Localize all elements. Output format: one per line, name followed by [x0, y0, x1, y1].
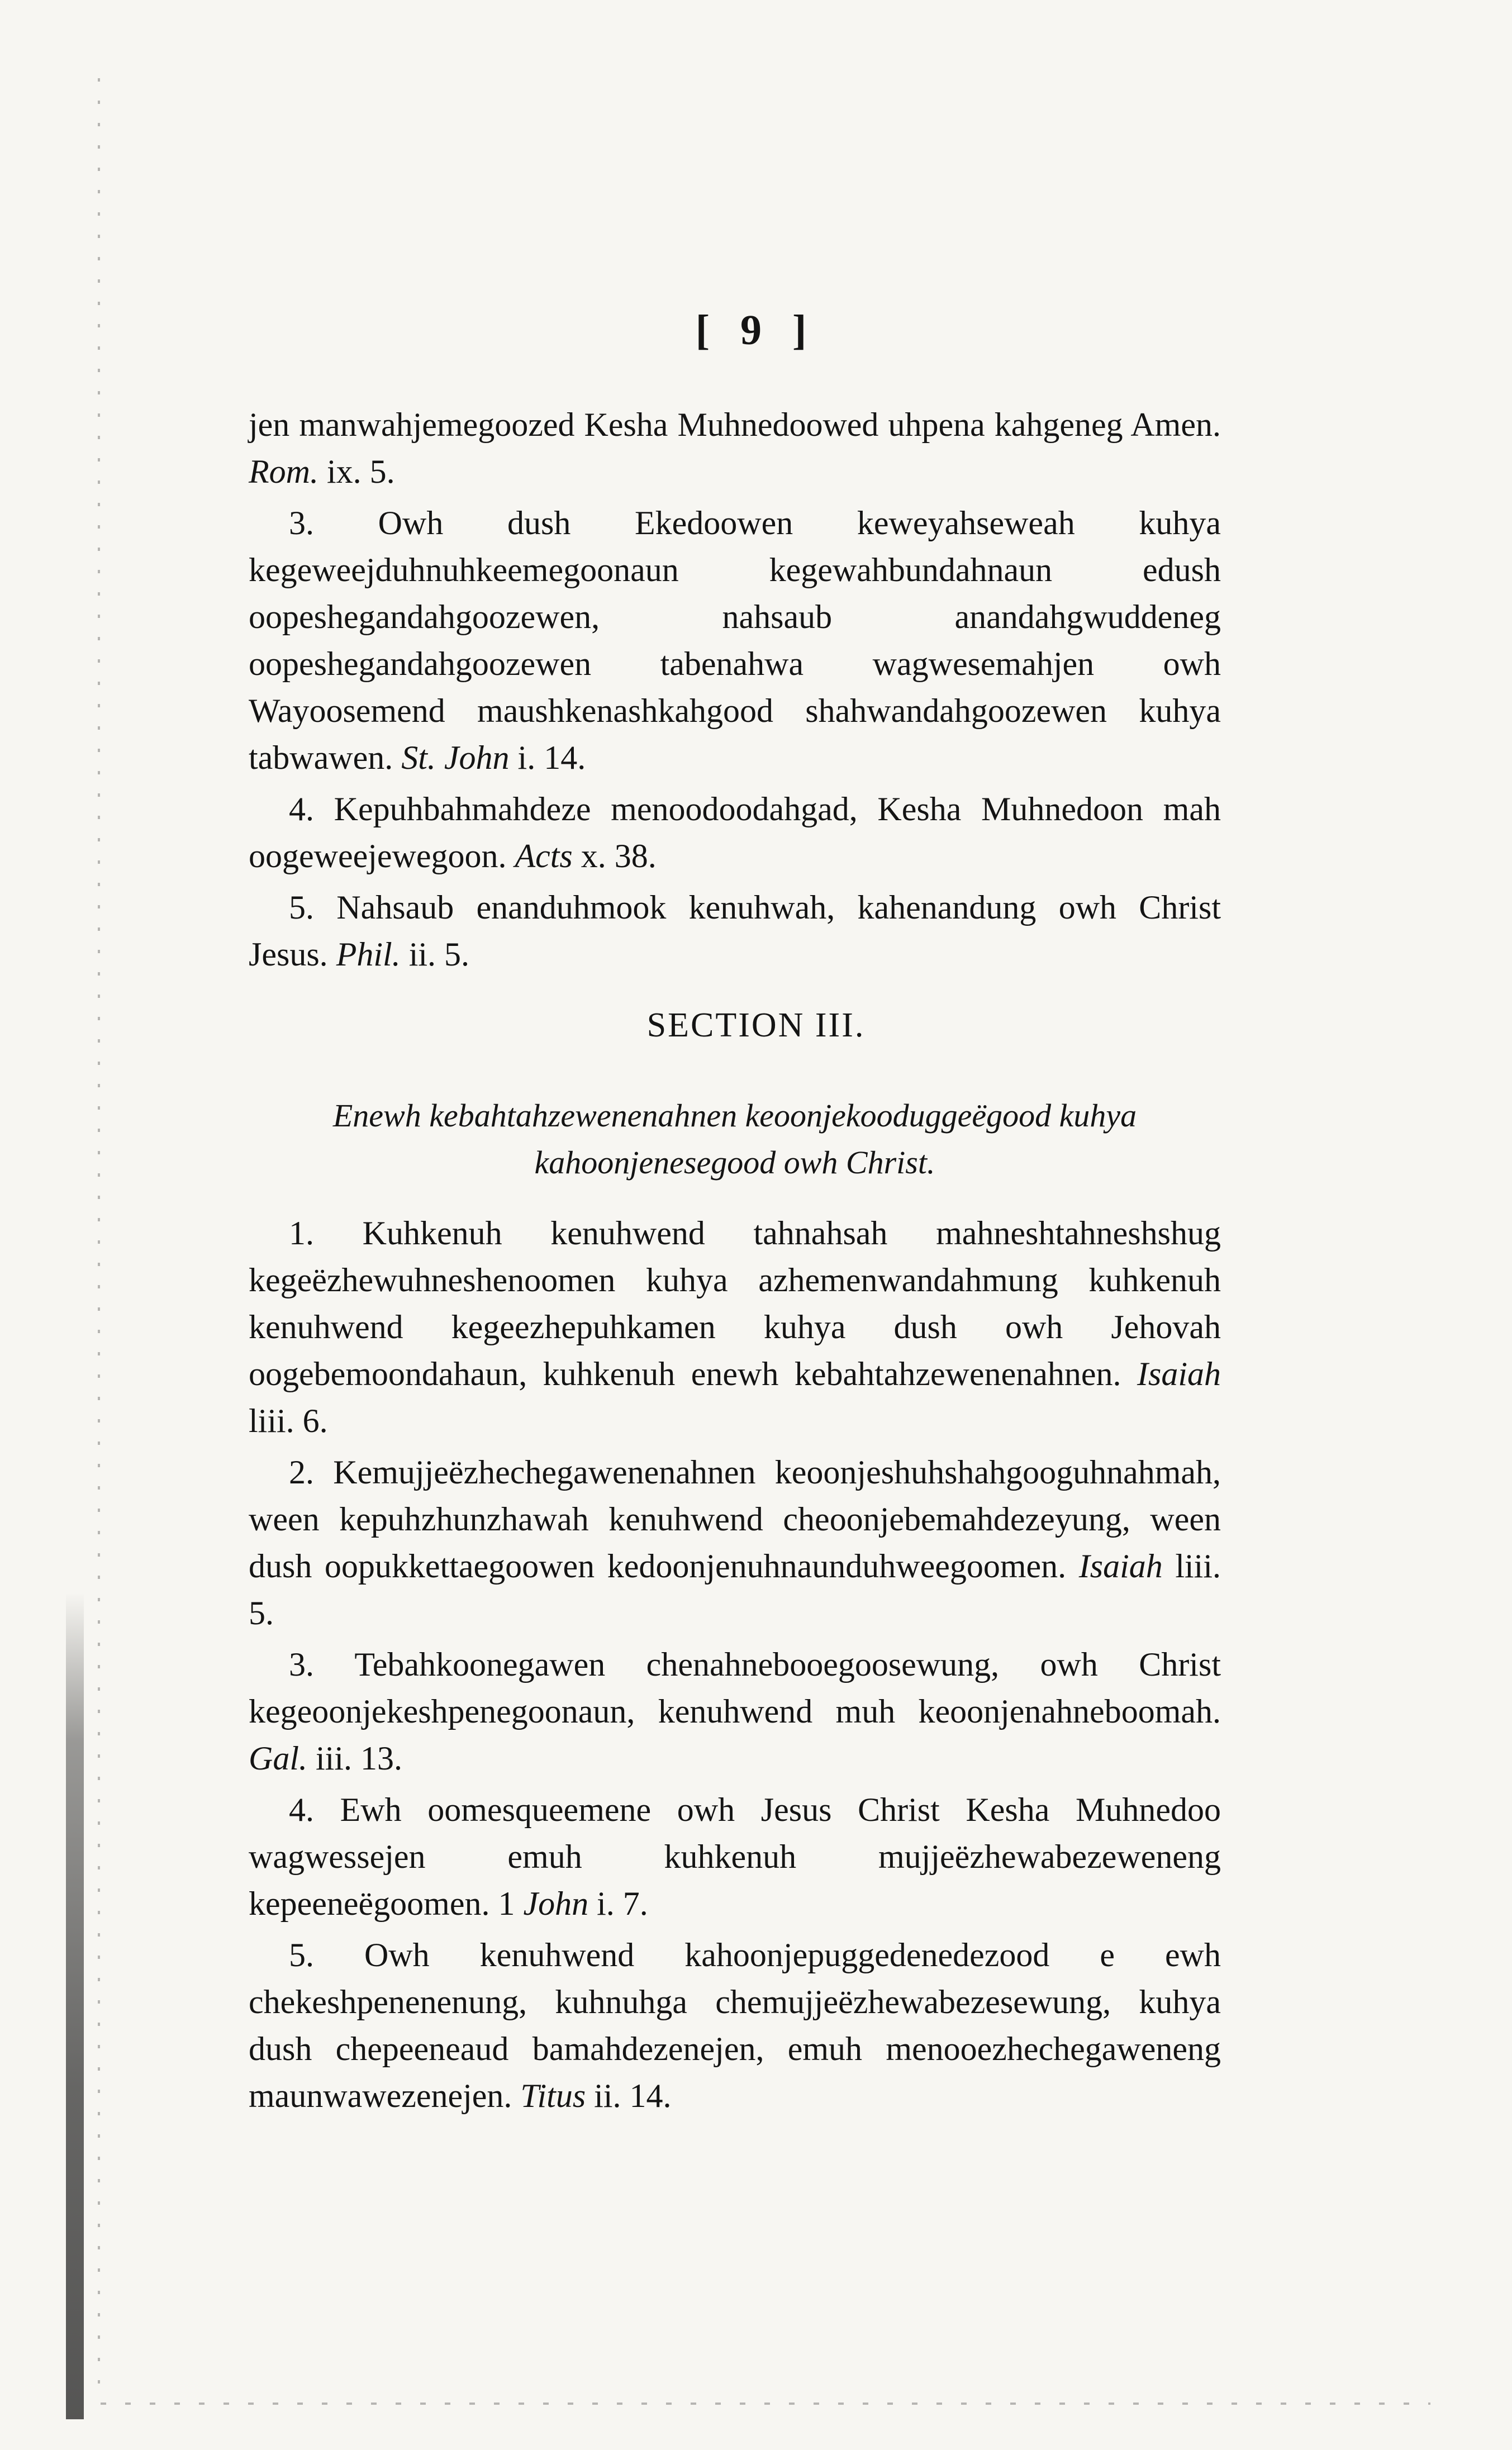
- scripture-reference-verse: x. 38.: [581, 838, 657, 874]
- scripture-reference: Rom.: [249, 453, 318, 490]
- paragraph-text: 5. Nahsaub enanduhmook kenuhwah, kahenandung owh Christ Jesus.: [249, 889, 1221, 973]
- section-paragraph-3: [249, 1641, 1221, 1782]
- upper-text-block: [249, 401, 1221, 982]
- paragraph-text: 2. Kemujjeëzhechegawenenahnen keoonjeshuhshahgooguhnahmah, ween kepuhzhunzhawah kenuhwend cheoonjebemahdezeyung, ween dush oopukkettaegoowen kedoonjenuhnaunduhweegoomen.: [249, 1454, 1221, 1585]
- binding-shadow: [66, 1592, 84, 2419]
- paragraph-text: jen manwahjemegoozed Kesha Muhnedoowed uhpena kahgeneg Amen.: [249, 406, 1221, 443]
- section-subtitle: Enewh kebahtahzewenenahnen keoonjekooduggeëgood kuhya kahoonjenesegood owh Christ.: [332, 1097, 1137, 1181]
- gutter-marks: [98, 78, 100, 2397]
- paragraph-text: 5. Owh kenuhwend kahoonjepuggedenedezood e ewh chekeshpenenenung, kuhnuhga chemujjeëzhewabezesewung, kuhya dush chepeeneaud bamahdezenejen, emuh menooezhechegaweneng maunwawezenejen.: [249, 1937, 1221, 2114]
- scripture-reference-verse: ix. 5.: [326, 453, 395, 490]
- scripture-reference-verse: liii. 6.: [249, 1402, 328, 1439]
- scripture-reference: Acts: [515, 838, 573, 874]
- page-number: [ 9 ]: [695, 307, 817, 354]
- bottom-edge-marks: [101, 2403, 1430, 2405]
- scripture-reference: Isaiah: [1078, 1548, 1163, 1585]
- section-paragraph-4: [249, 1786, 1221, 1927]
- scripture-reference: Phil.: [336, 936, 401, 973]
- scripture-reference-verse: i. 7.: [597, 1885, 648, 1922]
- paragraph-continuation: [249, 401, 1221, 495]
- scripture-reference-verse: iii. 13.: [316, 1740, 403, 1777]
- paragraph-text: 4. Kepuhbahmahdeze menoodoodahgad, Kesha Muhnedoon mah oogeweejewegoon.: [249, 791, 1221, 874]
- paragraph-4: [249, 786, 1221, 879]
- section-paragraph-5: [249, 1932, 1221, 2119]
- section-paragraph-1: [249, 1210, 1221, 1444]
- section-paragraph-2: [249, 1449, 1221, 1636]
- scripture-reference-verse: i. 14.: [517, 739, 586, 776]
- scripture-reference: Gal.: [249, 1740, 307, 1777]
- paragraph-5: [249, 884, 1221, 978]
- section-heading: SECTION III.: [646, 1006, 866, 1044]
- scripture-reference-verse: liii. 5.: [249, 1548, 1221, 1631]
- paragraph-text: 3. Owh dush Ekedoowen keweyahseweah kuhya kegeweejduhnuhkeemegoonaun kegewahbundahnaun edush oopeshegandahgoozewen, nahsaub anandahgwuddeneg oopeshegandahgoozewen tabenahwa wagwesemahjen owh Wayoosemend maushkenashkahgood shahwandahgoozewen kuhya tabwawen.: [249, 505, 1221, 776]
- paragraph-3: [249, 499, 1221, 781]
- scripture-reference-verse: ii. 5.: [408, 936, 470, 973]
- scripture-reference-verse: ii. 14.: [594, 2077, 672, 2114]
- scripture-reference: Titus: [520, 2077, 586, 2114]
- lower-text-block: [249, 1210, 1221, 2124]
- scripture-reference: John: [523, 1885, 589, 1922]
- scripture-reference: St. John: [401, 739, 510, 776]
- paragraph-text: 4. Ewh oomesqueemene owh Jesus Christ Kesha Muhnedoo wagwessejen emuh kuhkenuh mujjeëzhewabezeweneng kepeeneëgoomen. 1: [249, 1791, 1221, 1922]
- paragraph-text: 1. Kuhkenuh kenuhwend tahnahsah mahneshtahneshshug kegeëzhewuhneshenoomen kuhya azhemenwandahmung kuhkenuh kenuhwend kegeezhepuhkamen kuhya dush owh Jehovah oogebemoondahaun, kuhkenuh enewh kebahtahzewenenahnen.: [249, 1215, 1221, 1392]
- scripture-reference: Isaiah: [1137, 1355, 1221, 1392]
- paragraph-text: 3. Tebahkoonegawen chenahnebooegoosewung, owh Christ kegeoonjekeshpenegoonaun, kenuhwend muh keoonjenahneboomah.: [249, 1646, 1221, 1730]
